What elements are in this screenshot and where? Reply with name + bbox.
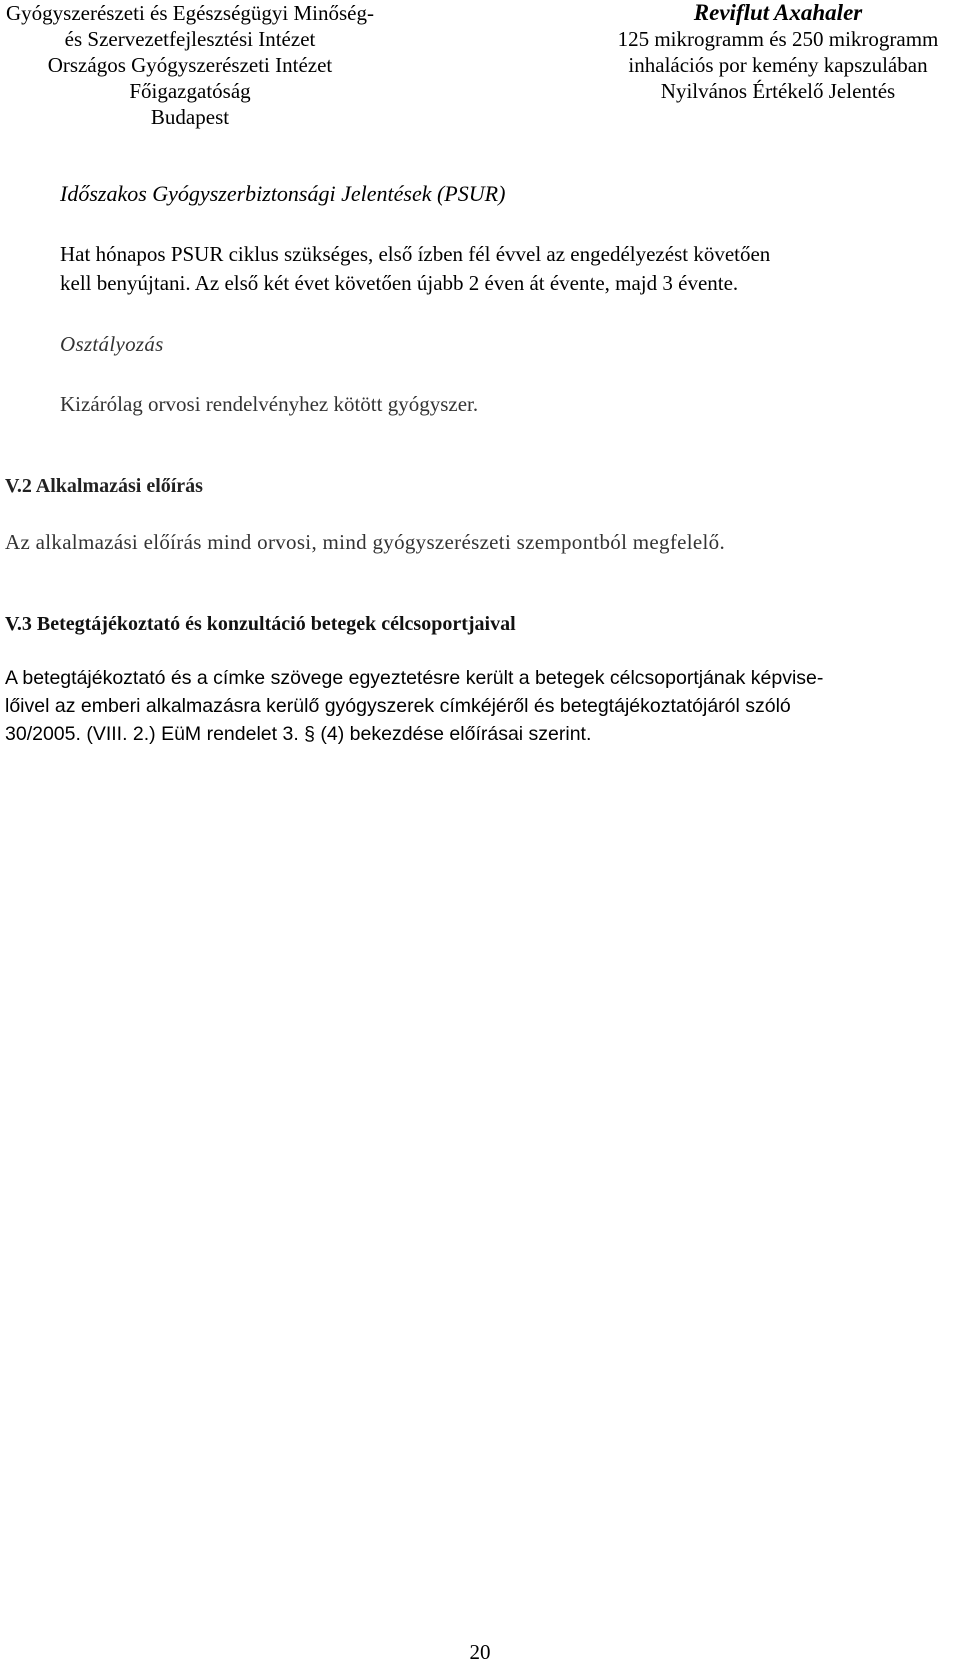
product-title: Reviflut Axahaler <box>693 0 863 25</box>
classification-paragraph: Kizárólag orvosi rendelvényhez kötött gyógyszer. <box>60 392 479 416</box>
header-institution-line: és Szervezetfejlesztési Intézet <box>64 27 316 51</box>
section-v2-heading: V.2 Alkalmazási előírás <box>5 475 203 497</box>
psur-line: Hat hónapos PSUR ciklus szükséges, első ízben fél évvel az engedélyezést követően <box>60 242 771 266</box>
header-institution-line: Gyógyszerészeti és Egészségügyi Minőség- <box>6 1 374 25</box>
section-v3-paragraph <box>5 664 955 748</box>
header-product-line: Nyilvános Értékelő Jelentés <box>660 79 896 103</box>
section-v3-line: A betegtájékoztató és a címke szövege egyeztetésre került a betegek célcsoportjának képvise- <box>5 667 824 689</box>
section-v3-line: 30/2005. (VIII. 2.) EüM rendelet 3. § (4) bekezdése előírásai szerint. <box>5 723 592 745</box>
classification-heading: Osztályozás <box>60 332 164 356</box>
section-v3-line: lőivel az emberi alkalmazásra kerülő gyógyszerek címkéjéről és betegtájékoztatójáról szóló <box>5 695 791 717</box>
header-product-line: 125 mikrogramm és 250 mikrogramm <box>617 27 939 51</box>
header-institution <box>0 0 380 130</box>
header-institution-line: Országos Gyógyszerészeti Intézet <box>47 53 333 77</box>
header-institution-line: Budapest <box>150 105 230 129</box>
page-number: 20 <box>469 1640 491 1664</box>
psur-paragraph <box>60 240 940 298</box>
psur-heading: Időszakos Gyógyszerbiztonsági Jelentések (PSUR) <box>60 181 506 206</box>
header-product-line: inhalációs por kemény kapszulában <box>628 53 928 77</box>
header-product <box>596 0 960 104</box>
psur-line: kell benyújtani. Az első két évet követően újabb 2 éven át évente, majd 3 évente. <box>60 271 739 295</box>
header-institution-line: Főigazgatóság <box>129 79 251 103</box>
section-v3-heading: V.3 Betegtájékoztató és konzultáció betegek célcsoportjaival <box>5 613 516 635</box>
section-v2-paragraph: Az alkalmazási előírás mind orvosi, mind gyógyszerészeti szempontból megfelelő. <box>5 530 726 554</box>
